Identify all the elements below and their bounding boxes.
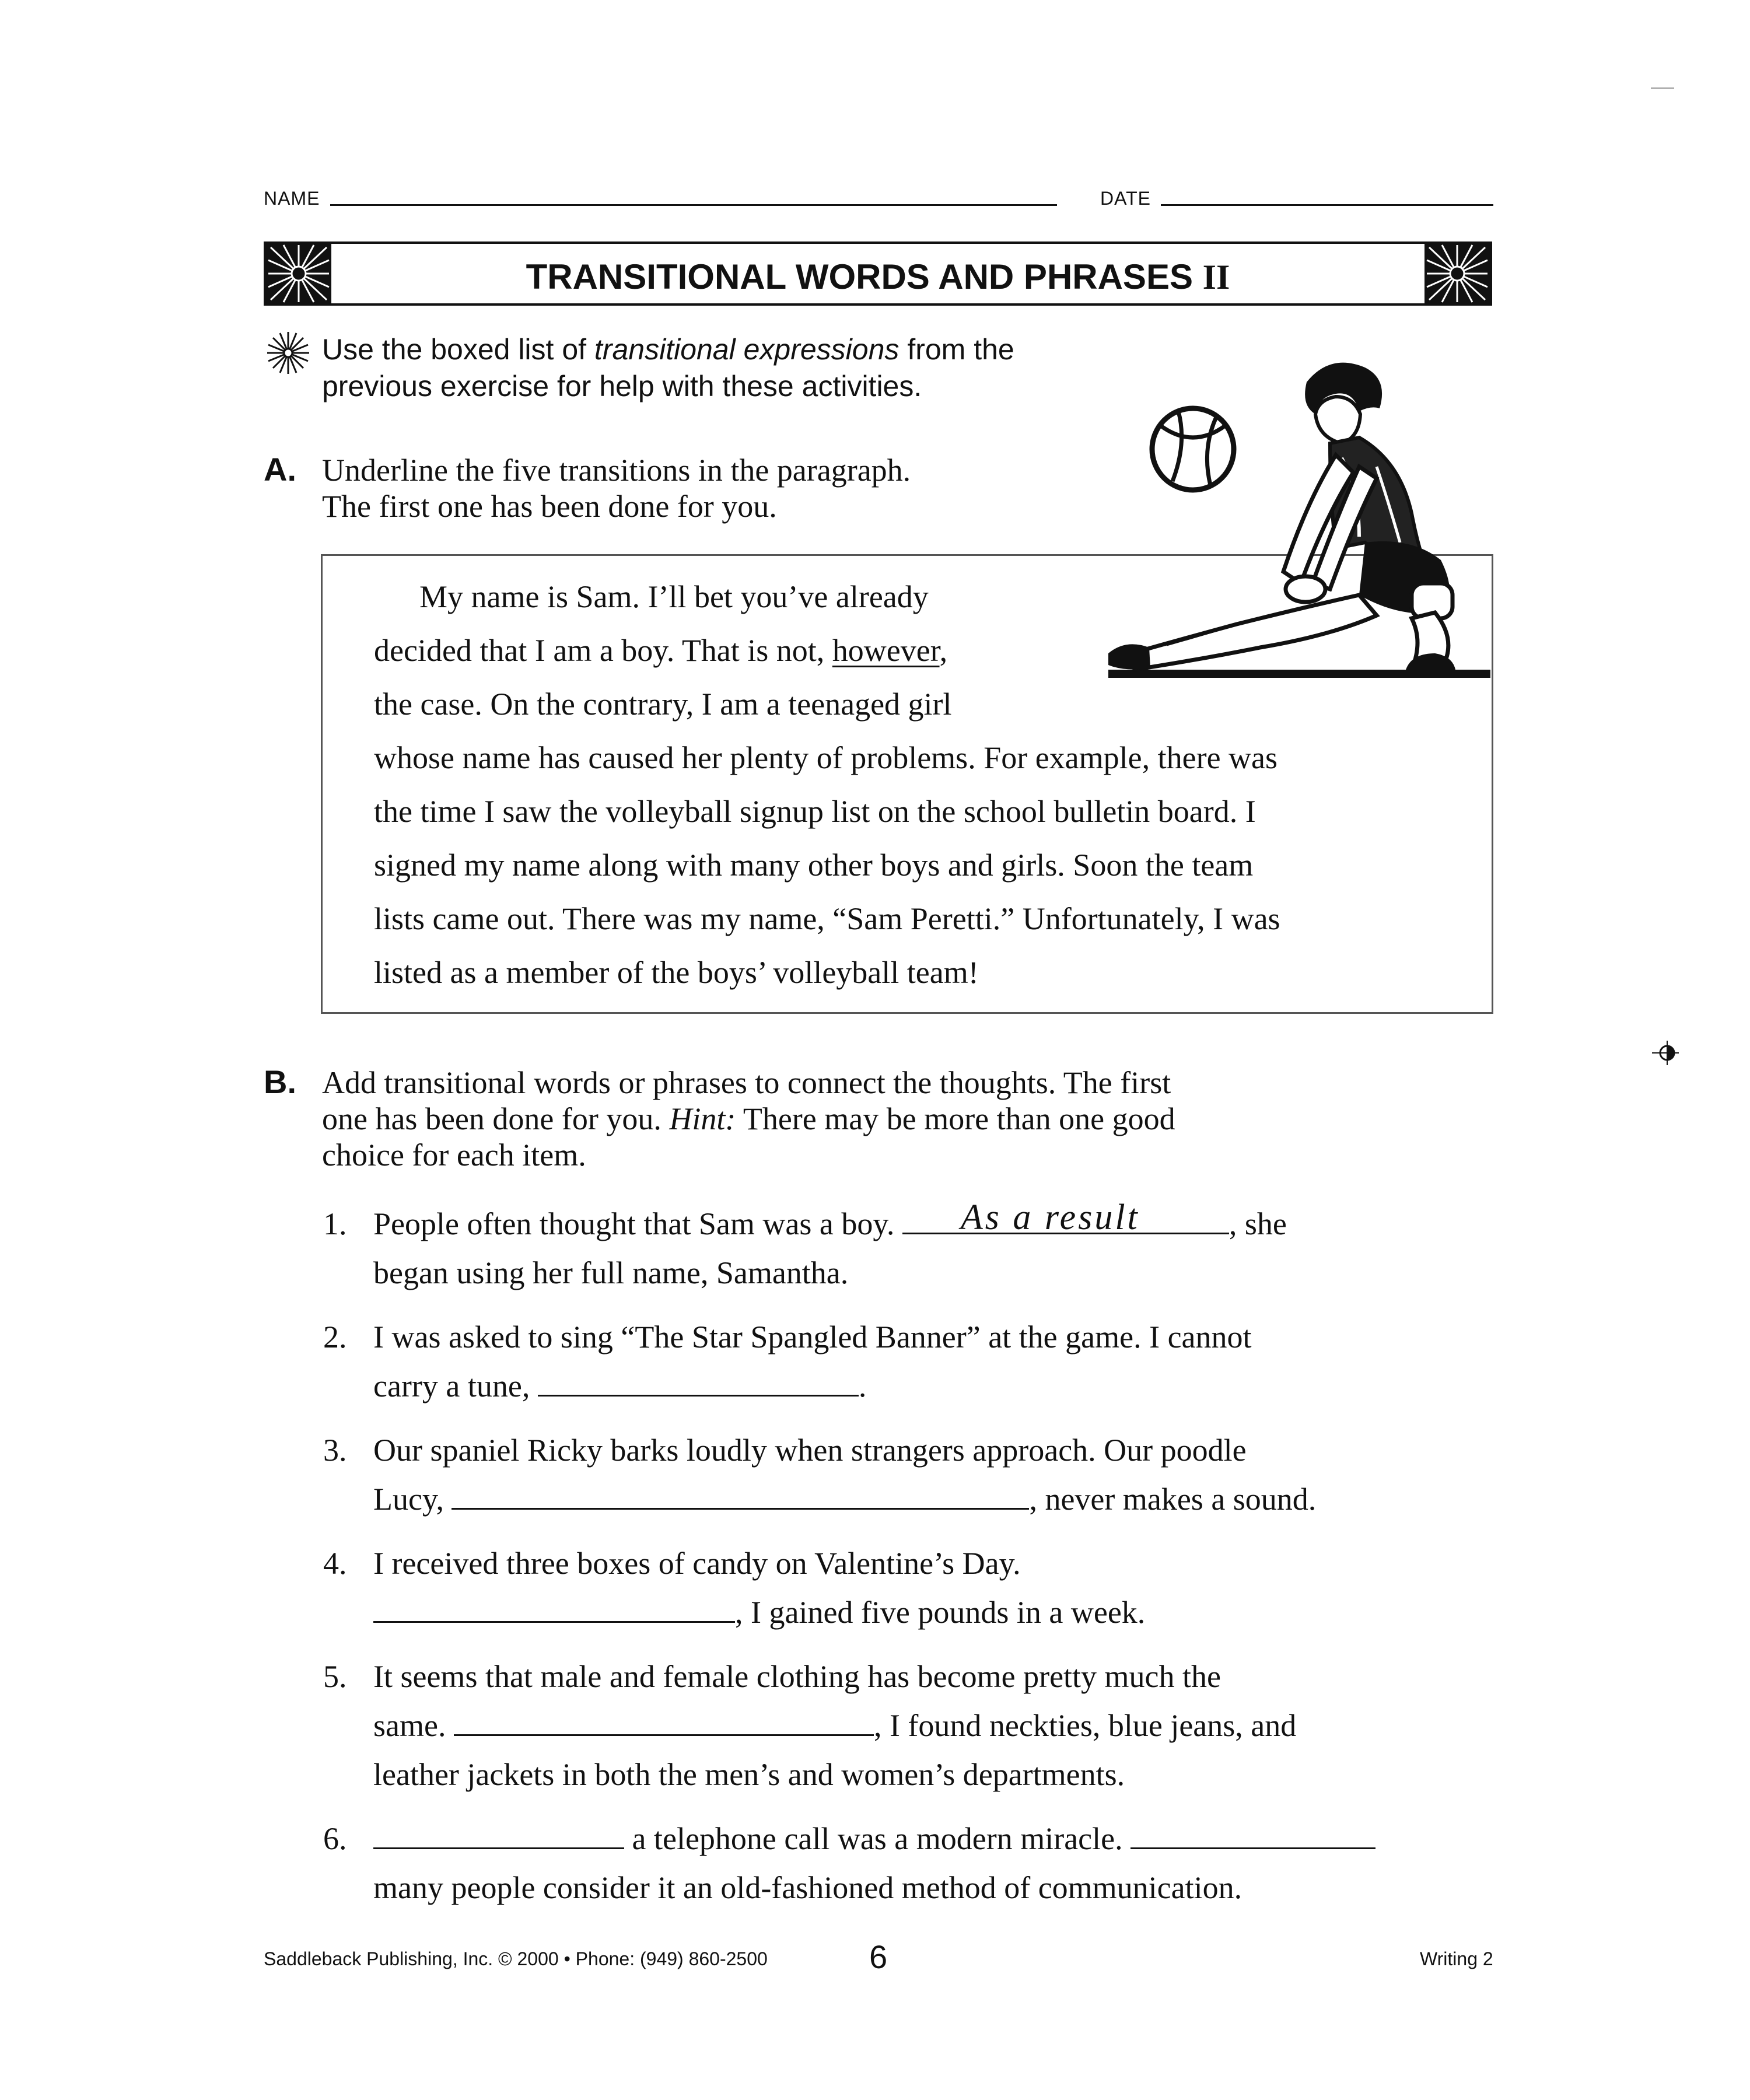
compass-star-bullet-icon <box>265 330 312 376</box>
registration-mark-icon <box>1651 1038 1680 1068</box>
passage-line: listed as a member of the boys’ volleyball team! <box>374 955 979 990</box>
item-1-answer-blank[interactable] <box>902 1198 1229 1237</box>
section-b-letter: B. <box>264 1063 296 1100</box>
item-number: 4. <box>323 1546 347 1581</box>
item-5-line: same. , I found neckties, blue jeans, and <box>373 1708 1297 1743</box>
item-4-line: I received three boxes of candy on Valentine’s Day. <box>373 1546 1021 1581</box>
item-2-line: carry a tune, . <box>373 1368 867 1404</box>
item-4-answer-blank[interactable] <box>373 1595 735 1623</box>
instructions: Use the boxed list of transitional expressions from the previous exercise for help with these activities. <box>322 333 1014 402</box>
item-number: 1. <box>323 1206 347 1241</box>
item-3-line: Lucy, , never makes a sound. <box>373 1482 1317 1517</box>
date-field[interactable] <box>1161 204 1493 206</box>
item-6-line: a telephone call was a modern miracle. <box>373 1820 1376 1857</box>
section-a-directions: Underline the five transitions in the paragraph. The first one has been done for you. <box>322 453 911 524</box>
date-label: DATE <box>1100 188 1151 209</box>
item-6-line: many people consider it an old-fashioned method of communication. <box>373 1870 1242 1905</box>
item-4-line: , I gained five pounds in a week. <box>373 1594 1145 1631</box>
item-6-answer-blank-1[interactable] <box>373 1822 624 1849</box>
item-3-line: Our spaniel Ricky barks loudly when strangers approach. Our poodle <box>373 1433 1247 1468</box>
item-5-answer-blank[interactable] <box>454 1709 874 1736</box>
item-2-line: I was asked to sing “The Star Spangled Banner” at the game. I cannot <box>373 1320 1252 1354</box>
passage-line: whose name has caused her plenty of problems. For example, there was <box>374 740 1278 775</box>
volleyball-icon <box>1152 408 1234 490</box>
name-label: NAME <box>264 188 320 209</box>
item-number: 2. <box>323 1320 347 1354</box>
volleyball-player-illustration <box>1085 350 1493 688</box>
item-1-line: began using her full name, Samantha. <box>373 1255 849 1290</box>
passage-line: lists came out. There was my name, “Sam Peretti.” Unfortunately, I was <box>374 901 1280 936</box>
item-5-line: leather jackets in both the men’s and women’s departments. <box>373 1757 1125 1792</box>
item-5-line: It seems that male and female clothing has become pretty much the <box>373 1659 1221 1694</box>
passage-line: signed my name along with many other boys and girls. Soon the team <box>374 848 1254 883</box>
item-number: 3. <box>323 1433 347 1468</box>
starburst-ornament-right-icon <box>1424 244 1490 303</box>
item-2-answer-blank[interactable] <box>538 1369 859 1396</box>
passage-line: My name is Sam. I’ll bet you’ve already <box>419 579 929 614</box>
underlined-transition: however <box>832 633 940 668</box>
worksheet-title: TRANSITIONAL WORDS AND PHRASES II <box>526 257 1230 296</box>
passage-line: decided that I am a boy. That is not, however, <box>374 633 948 668</box>
crop-mark <box>1651 88 1674 89</box>
item-number: 6. <box>323 1821 347 1856</box>
passage-line: the time I saw the volleyball signup list on the school bulletin board. I <box>374 794 1256 829</box>
item-3-answer-blank[interactable] <box>452 1482 1029 1510</box>
publisher-info: Saddleback Publishing, Inc. © 2000 • Phone: (949) 860-2500 <box>264 1948 768 1969</box>
page-number: 6 <box>869 1938 888 1975</box>
section-a-letter: A. <box>264 451 296 488</box>
section-b-directions: Add transitional words or phrases to connect the thoughts. The first one has been done for you. Hint: There may be more than one good choice for each item. <box>322 1065 1175 1172</box>
passage-line: the case. On the contrary, I am a teenaged girl <box>374 687 952 722</box>
item-6-answer-blank-2[interactable] <box>1130 1822 1376 1849</box>
series-label: Writing 2 <box>1420 1948 1493 1969</box>
item-number: 5. <box>323 1659 347 1694</box>
name-field[interactable] <box>330 204 1057 206</box>
item-1-handwritten-answer: As a result <box>960 1198 1140 1237</box>
item-1-line: People often thought that Sam was a boy. As a result , she <box>373 1198 1287 1241</box>
title-bar <box>264 242 1492 306</box>
